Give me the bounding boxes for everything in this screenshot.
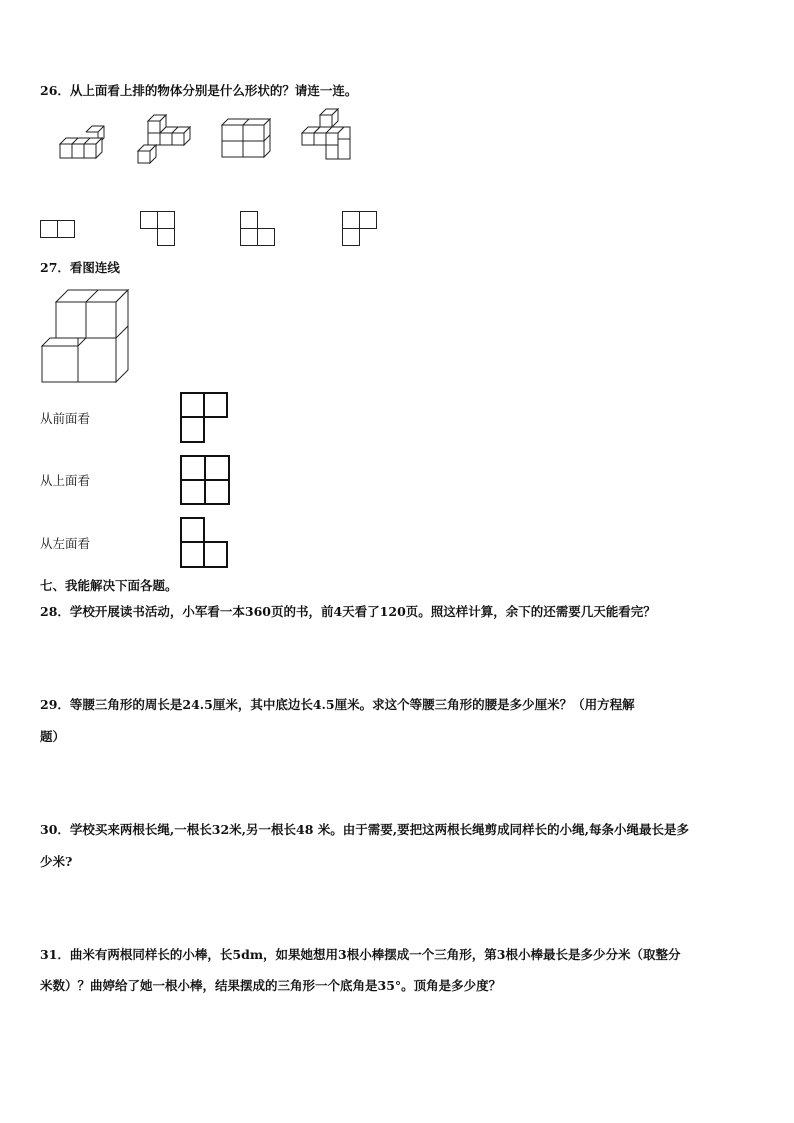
view-label-top: 从上面看 <box>40 473 91 488</box>
solid-2-figure <box>138 113 190 165</box>
q28-text: 28．学校开展读书活动，小军看一本360页的书，前4天看了120页。照这样计算，余下的还需要几天能看完？ <box>40 604 656 619</box>
solid-q27-figure <box>40 290 130 384</box>
solid-3-figure <box>222 117 270 159</box>
top-view-option-3 <box>240 211 276 247</box>
q26-text: 26．从上面看上排的物体分别是什么形状的？请连一连。 <box>40 83 358 98</box>
top-view-option-2 <box>140 211 176 247</box>
section-7-title: 七、我能解决下面各题。 <box>40 578 178 593</box>
q27-view-option-1 <box>180 392 230 444</box>
q29-line-2: 题） <box>40 729 66 744</box>
view-label-left: 从左面看 <box>40 536 91 551</box>
q30-line-2: 少米? <box>40 854 73 869</box>
top-view-option-1 <box>40 220 76 238</box>
q27-view-option-3 <box>180 517 230 569</box>
solid-1-figure <box>56 126 106 162</box>
q30-line-1: 30．学校买来两根长绳,一根长32米,另一根长48 米。由于需要,要把这两根长绳剪成同样长的小绳,每条小绳最长是多 <box>40 822 689 837</box>
top-view-option-4 <box>342 211 378 247</box>
solid-4-figure <box>300 109 354 163</box>
q29-line-1: 29．等腰三角形的周长是24.5厘米，其中底边长4.5厘米。求这个等腰三角形的腰是多少厘米？（用方程解 <box>40 697 635 712</box>
view-label-front: 从前面看 <box>40 411 91 426</box>
q27-view-option-2 <box>180 455 232 507</box>
q27-text: 27．看图连线 <box>40 260 120 275</box>
q31-line-2: 米数）？曲婷给了她一根小棒，结果摆成的三角形一个底角是35°。顶角是多少度？ <box>40 978 502 993</box>
q31-line-1: 31．曲米有两根同样长的小棒，长5dm，如果她想用3根小棒摆成一个三角形，第3根小棒最长是多少分米（取整分 <box>40 947 681 962</box>
